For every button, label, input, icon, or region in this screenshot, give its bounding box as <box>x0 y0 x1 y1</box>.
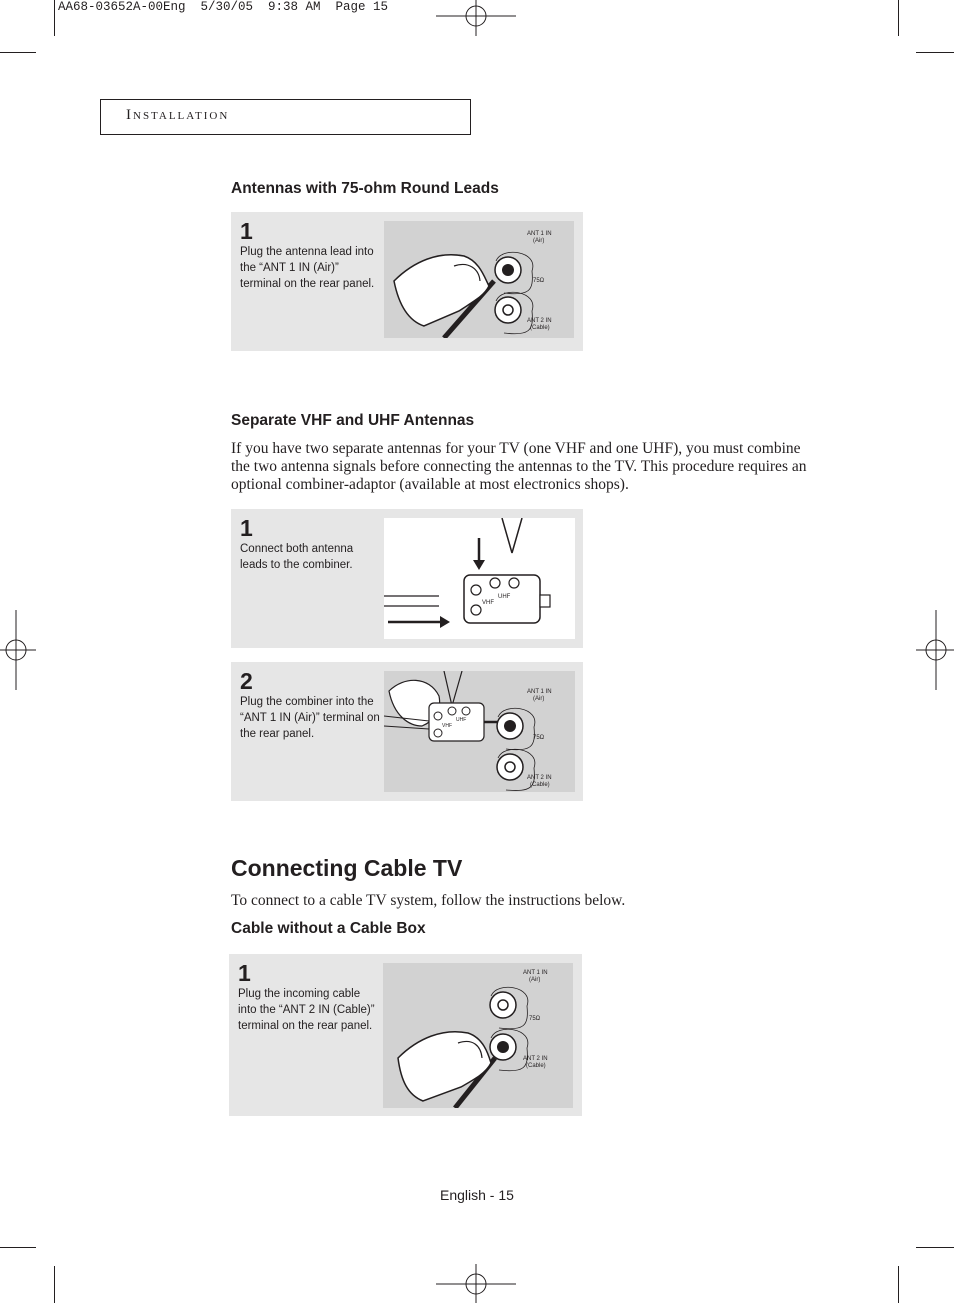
step-number: 1 <box>238 960 251 986</box>
ohm-label: 75Ω <box>533 278 545 284</box>
step-number: 2 <box>240 668 253 694</box>
registration-mark-top <box>436 0 516 36</box>
vhf-uhf-step-1-panel <box>231 509 583 648</box>
ant2-label: ANT 2 IN <box>527 775 552 781</box>
cable-intro: To connect to a cable TV system, follow the instructions below. <box>231 892 626 909</box>
ant1-label: ANT 1 IN <box>527 689 552 695</box>
ant1-sub-label: (Air) <box>529 977 541 983</box>
ant2-label: ANT 2 IN <box>523 1056 548 1062</box>
ant2-sub-label: (Cable) <box>530 325 550 331</box>
uhf-label: UHF <box>456 717 467 723</box>
registration-mark-left <box>0 610 36 690</box>
vhf-uhf-step-2-panel <box>231 662 583 801</box>
step-instruction: Plug the antenna lead into the “ANT 1 IN (Air)” terminal on the rear panel. <box>240 246 375 290</box>
ant2-label: ANT 2 IN <box>527 318 552 324</box>
registration-mark-bottom <box>436 1264 516 1303</box>
vhf-label: VHF <box>482 600 494 606</box>
ohm-label: 75Ω <box>533 735 545 741</box>
ant1-label: ANT 1 IN <box>523 970 548 976</box>
vhf-uhf-body: If you have two separate antennas for your TV (one VHF and one UHF), you must combine the two antenna signals before connecting the antennas to the TV. This procedure requires an optional combiner-adaptor (available at most electronics shops). <box>231 440 807 493</box>
ant2-sub-label: (Cable) <box>526 1063 546 1069</box>
page-footer: English - 15 <box>440 1187 514 1203</box>
section-title: Installation <box>126 107 230 123</box>
step-instruction: Plug the combiner into the “ANT 1 IN (Air)” terminal on the rear panel. <box>240 696 380 740</box>
combiner-to-tv-illustration <box>384 671 575 792</box>
ant1-sub-label: (Air) <box>533 696 545 702</box>
antennas-heading: Antennas with 75-ohm Round Leads <box>231 180 499 197</box>
cable-connection-illustration <box>383 963 573 1108</box>
step-number: 1 <box>240 218 253 244</box>
vhf-label: VHF <box>442 723 452 729</box>
cable-subheading: Cable without a Cable Box <box>231 920 426 937</box>
print-slug: AA68-03652A-00Eng 5/30/05 9:38 AM Page 15 <box>58 0 389 14</box>
step-number: 1 <box>240 515 253 541</box>
ant2-sub-label: (Cable) <box>530 782 550 788</box>
ant1-sub-label: (Air) <box>533 238 545 244</box>
vhf-uhf-heading: Separate VHF and UHF Antennas <box>231 412 475 429</box>
registration-mark-right <box>916 610 954 690</box>
ant1-label: ANT 1 IN <box>527 231 552 237</box>
uhf-label: UHF <box>498 594 511 600</box>
antenna-step-1-panel <box>231 212 583 351</box>
ohm-label: 75Ω <box>529 1016 541 1022</box>
cable-step-1-panel <box>229 954 582 1116</box>
step-instruction: Connect both antenna leads to the combiner. <box>240 543 354 571</box>
antenna-connection-illustration <box>384 221 574 338</box>
step-instruction: Plug the incoming cable into the “ANT 2 IN (Cable)” terminal on the rear panel. <box>238 988 375 1032</box>
cable-heading: Connecting Cable TV <box>231 855 463 881</box>
combiner-illustration <box>384 518 575 639</box>
